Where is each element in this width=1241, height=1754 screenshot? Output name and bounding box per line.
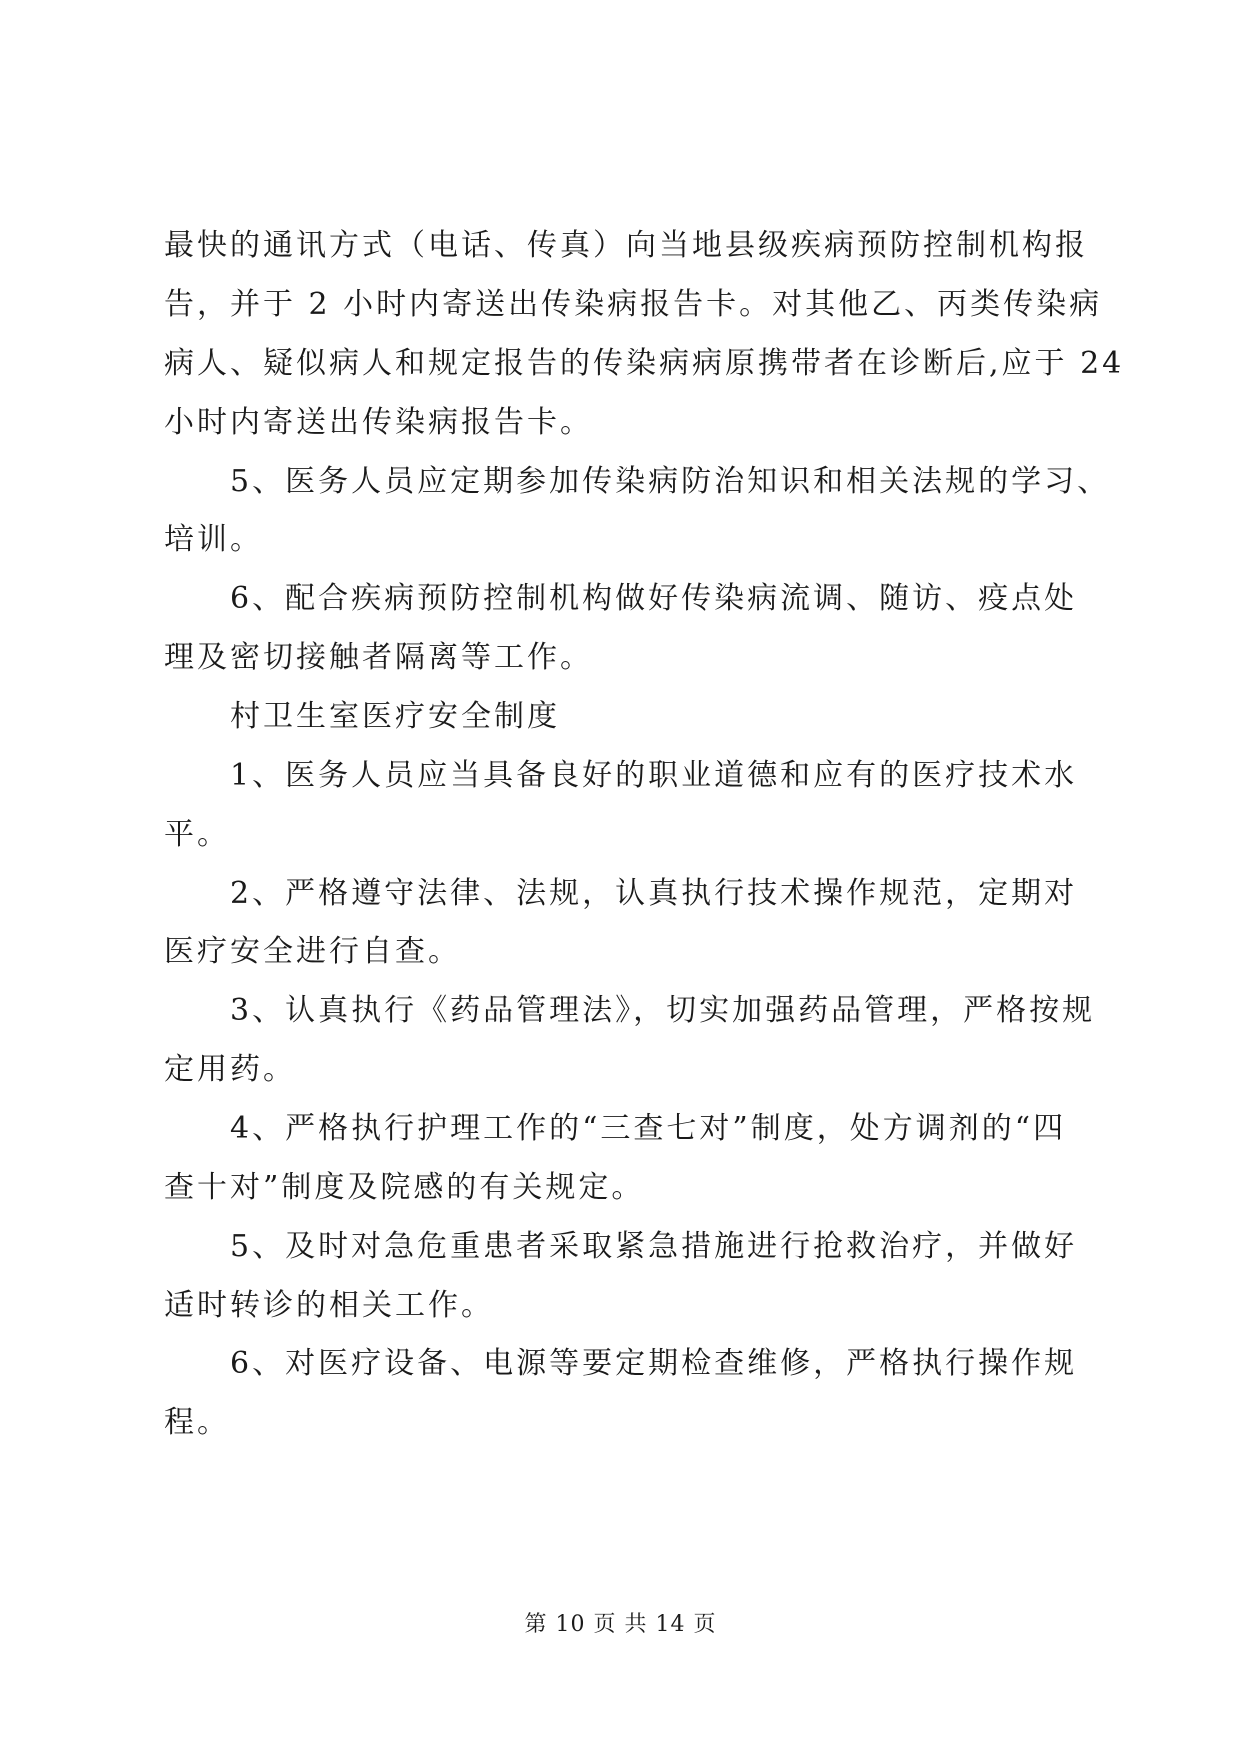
- text-line: 查十对”制度及院感的有关规定。: [164, 1170, 645, 1205]
- text-line: 定用药。: [164, 1052, 296, 1087]
- paragraph-start: 6、对医疗设备、电源等要定期检查维修，严格执行操作规: [230, 1346, 1078, 1381]
- text-line: 程。: [164, 1405, 230, 1440]
- section-heading: 村卫生室医疗安全制度: [230, 699, 560, 734]
- text-line: 告，并于 2 小时内寄送出传染病报告卡。对其他乙、丙类传染病: [164, 287, 1103, 322]
- text-line: 理及密切接触者隔离等工作。: [164, 640, 593, 675]
- paragraph-start: 1、医务人员应当具备良好的职业道德和应有的医疗技术水: [230, 758, 1078, 793]
- page-number-footer: 第 10 页 共 14 页: [524, 1612, 717, 1637]
- text-line: 适时转诊的相关工作。: [164, 1288, 494, 1323]
- text-line: 最快的通讯方式（电话、传真）向当地县级疾病预防控制机构报: [164, 228, 1088, 263]
- text-line: 病人、疑似病人和规定报告的传染病病原携带者在诊断后,应于 24: [164, 346, 1125, 381]
- paragraph-start: 5、及时对急危重患者采取紧急措施进行抢救治疗，并做好: [230, 1229, 1078, 1264]
- paragraph-start: 3、认真执行《药品管理法》，切实加强药品管理，严格按规: [230, 993, 1096, 1028]
- text-line: 小时内寄送出传染病报告卡。: [164, 405, 593, 440]
- paragraph-start: 5、医务人员应定期参加传染病防治知识和相关法规的学习、: [230, 464, 1111, 499]
- text-line: 培训。: [164, 522, 263, 557]
- paragraph-start: 2、严格遵守法律、法规，认真执行技术操作规范，定期对: [230, 876, 1078, 911]
- paragraph-start: 4、严格执行护理工作的“三查七对”制度，处方调剂的“四: [230, 1111, 1067, 1146]
- text-line: 医疗安全进行自查。: [164, 934, 461, 969]
- text-line: 平。: [164, 817, 230, 852]
- paragraph-start: 6、配合疾病预防控制机构做好传染病流调、随访、疫点处: [230, 581, 1078, 616]
